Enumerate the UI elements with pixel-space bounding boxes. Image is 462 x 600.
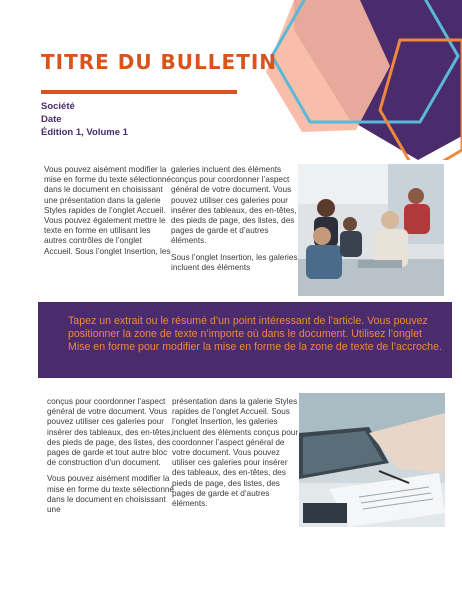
article2-col1-para2: Vous pouvez aisément modifier la mise en forme du texte sélectionné dans le document en choisissant une (47, 474, 174, 515)
article1-column2 (171, 165, 299, 279)
article2-col1-para1: conçus pour coordonner l’aspect général de votre document. Vous pouvez utiliser ces galeries pour insérer des tableaux, des en-têtes, des pieds de page, des listes, des pages de garde et tout autre bloc de construction d’un document. (47, 397, 173, 468)
article2-col2-text: présentation dans la galerie Styles rapides de l’onglet Accueil. Sous l’onglet Insertion, les galeries incluent des éléments conçus pour coordonner l’aspect général de votre document. Vous pouvez utiliser ces galeries pour insérer des tableaux, des en-têtes, des pieds de page, des listes, des pages de garde et d’autres éléments. (172, 397, 299, 509)
article1-col2-para2: Sous l’onglet Insertion, les galeries incluent des éléments (171, 252, 298, 272)
title-divider (41, 90, 237, 94)
company-label: Société (41, 101, 75, 112)
laptop-documents-photo (299, 393, 445, 527)
article2-column2 (172, 397, 300, 515)
article1-col2-para1: galeries incluent des éléments conçus pour coordonner l’aspect général de votre document. Vous pouvez utiliser ces galeries pour insérer des tableaux, des en-têtes, des pieds de page, des listes, des pages de garde et d’autres éléments. (171, 165, 297, 246)
pull-quote-text: Tapez un extrait ou le résumé d’un point intéressant de l’article. Vous pouvez positionner la zone de texte n’importe où dans le document. Utilisez l’onglet Mise en forme pour modifier la mise en forme de la zone de texte de l’accroche. (68, 315, 442, 353)
hexagon-decoration-icon (250, 0, 462, 160)
newsletter-title: TITRE DU BULLETIN (41, 50, 278, 74)
edition-label: Édition 1, Volume 1 (41, 127, 128, 138)
article1-column1 (44, 165, 172, 263)
office-meeting-photo (298, 164, 444, 296)
article2-column1 (47, 397, 175, 521)
article1-col1-text: Vous pouvez aisément modifier la mise en forme du texte sélectionné dans le document en choisissant une présentation dans la galerie Styles rapides de l’onglet Accueil. Vous pouvez également mettre le texte en forme en utilisant les autres contrôles de l’onglet Accueil. Sous l’onglet Insertion, les (44, 165, 171, 256)
pull-quote-box (38, 302, 452, 378)
header-meta (41, 100, 128, 139)
date-label: Date (41, 114, 62, 125)
